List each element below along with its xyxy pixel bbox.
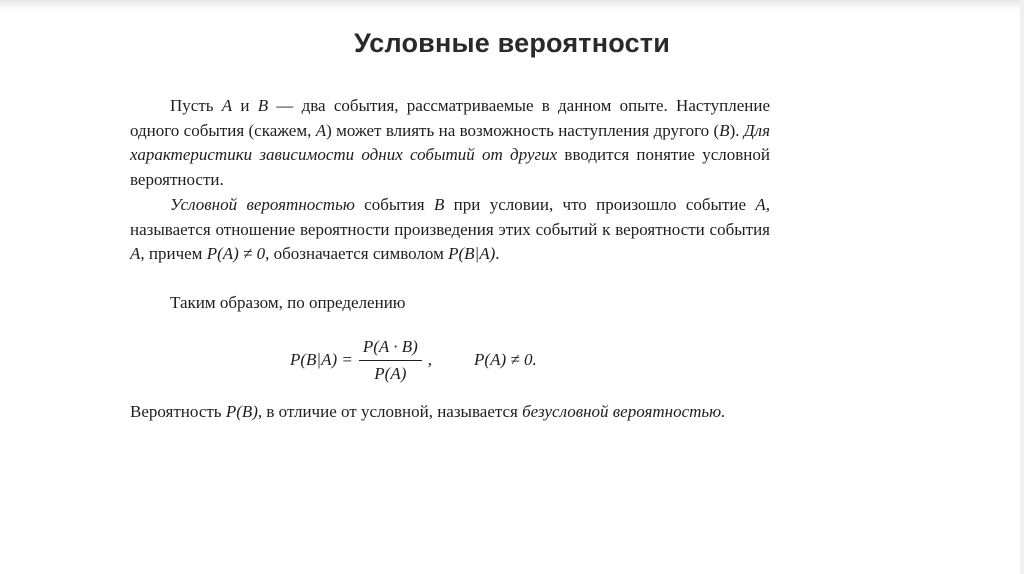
text: Вероятность bbox=[130, 402, 226, 421]
slide-right-edge bbox=[1020, 0, 1024, 574]
math-expression: P(B|A) bbox=[448, 244, 496, 264]
formula-numerator: P(A · B) bbox=[359, 337, 422, 361]
formula-denominator: P(A) bbox=[374, 363, 407, 383]
slide-top-edge bbox=[0, 0, 1024, 10]
formula-comma: , bbox=[427, 350, 433, 369]
math-symbol: A bbox=[130, 244, 141, 264]
math-symbol: B bbox=[257, 96, 269, 115]
text: ) может влиять на возможность наступления другого ( bbox=[326, 120, 720, 140]
text: вводится понятие условной вероятности. bbox=[130, 145, 770, 189]
italic-phrase: Для характеристики зависимости одних событий от других bbox=[130, 120, 770, 165]
formula-lhs: P(B|A) = bbox=[290, 350, 353, 369]
text: ). bbox=[729, 120, 744, 140]
math-symbol: B bbox=[433, 195, 445, 214]
paragraph-lead-in: Таким образом, по определению bbox=[170, 293, 406, 312]
math-symbol: A bbox=[755, 195, 766, 214]
text: и bbox=[232, 96, 258, 115]
page-title: Условные вероятности bbox=[353, 28, 671, 58]
math-symbol: B bbox=[719, 120, 730, 140]
text: , причем bbox=[140, 244, 207, 264]
math-symbol: A bbox=[315, 120, 327, 140]
italic-term: безусловной вероятностью. bbox=[522, 402, 726, 421]
text: . bbox=[495, 244, 500, 264]
math-expression: P(A) ≠ 0 bbox=[206, 244, 266, 264]
paragraph-intro bbox=[130, 94, 770, 192]
italic-term: Условной вероятностью bbox=[170, 195, 355, 214]
text: , в отличие от условной, называется bbox=[257, 402, 523, 421]
math-symbol: A bbox=[221, 96, 233, 115]
text: при условии, что произошло событие bbox=[444, 195, 756, 214]
text: — два события, рассматриваемые в данном опыте. Наступление одного события (скажем, bbox=[130, 96, 770, 140]
text: Пусть bbox=[170, 96, 222, 115]
paragraph-unconditional bbox=[130, 400, 770, 425]
formula-fraction bbox=[359, 337, 422, 384]
text: , обозначается символом bbox=[265, 244, 449, 264]
math-expression: P(B) bbox=[225, 402, 258, 421]
text: , называется отношение вероятности произведения этих событий к вероятности события bbox=[130, 195, 770, 239]
formula-conditional-probability bbox=[290, 332, 537, 388]
formula-condition: P(A) ≠ 0. bbox=[474, 350, 537, 369]
paragraph-definition bbox=[130, 193, 770, 267]
text: события bbox=[354, 195, 434, 214]
